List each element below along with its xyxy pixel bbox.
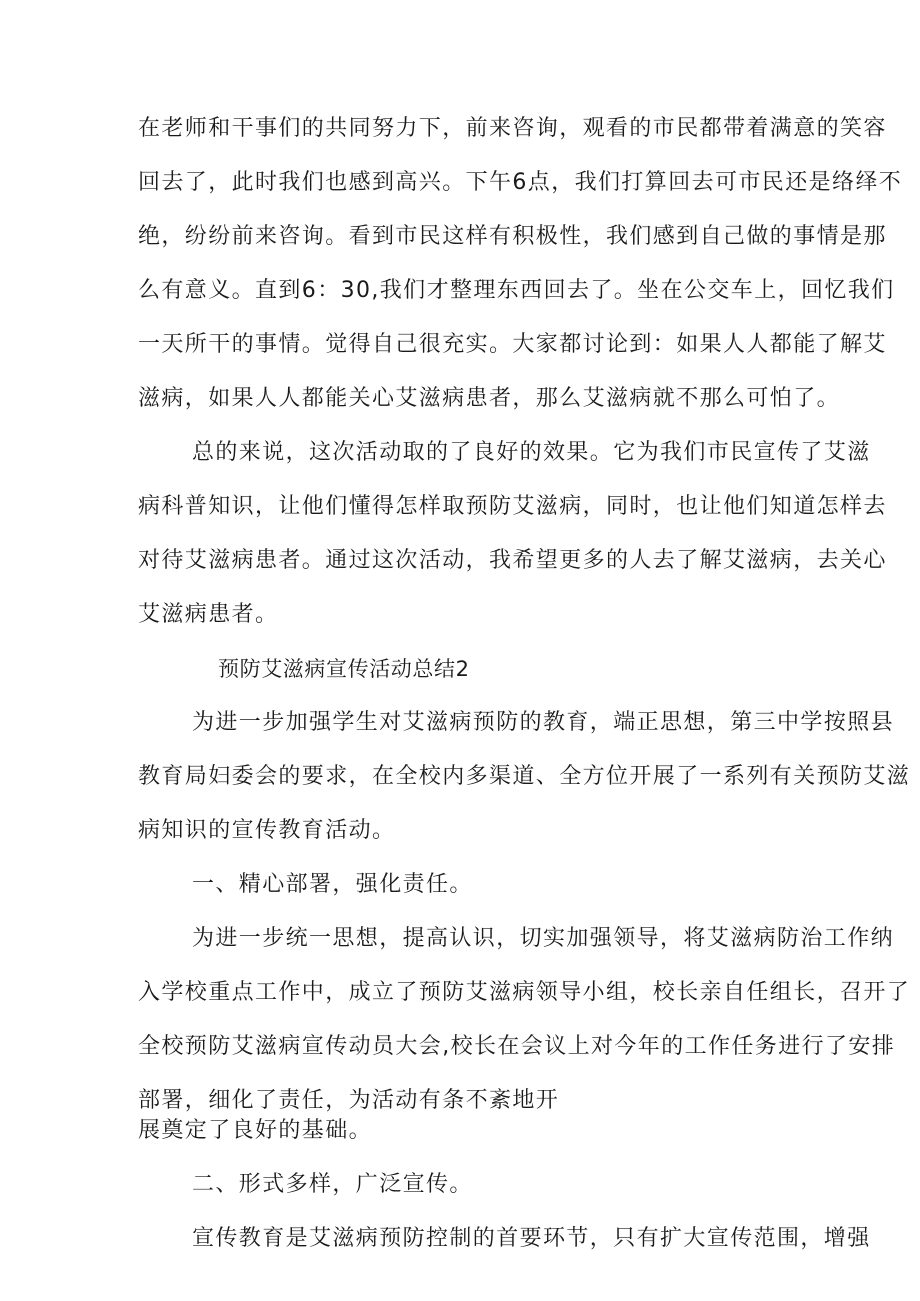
text-line: 总的来说，这次活动取的了良好的效果。它为我们市民宣传了艾滋 bbox=[192, 440, 871, 465]
text-line: 病知识的宣传教育活动。 bbox=[138, 818, 396, 843]
text-line: 病科普知识，让他们懂得怎样取预防艾滋病，同时，也让他们知道怎样去 bbox=[138, 494, 887, 519]
text-line: 部署，细化了责任，为活动有条不紊地开 bbox=[138, 1088, 560, 1113]
text-line: 对待艾滋病患者。通过这次活动，我希望更多的人去了解艾滋病，去关心 bbox=[138, 548, 887, 573]
text-line: 在老师和干事们的共同努力下，前来咨询，观看的市民都带着满意的笑容 bbox=[138, 116, 887, 141]
text-line: 为进一步加强学生对艾滋病预防的教育，端正思想，第三中学按照县 bbox=[192, 710, 895, 735]
text-line: 艾滋病患者。 bbox=[138, 602, 279, 627]
text-line: 回去了，此时我们也感到高兴。下午6点，我们打算回去可市民还是络绎不 bbox=[138, 170, 903, 195]
text-line: 绝，纷纷前来咨询。看到市民这样有积极性，我们感到自己做的事情是那 bbox=[138, 224, 887, 249]
section-heading: 一、精心部署，强化责任。 bbox=[192, 872, 473, 897]
text-line: 为进一步统一思想，提高认识，切实加强领导，将艾滋病防治工作纳 bbox=[192, 926, 895, 951]
text-line: 入学校重点工作中，成立了预防艾滋病领导小组，校长亲自任组长，召开了 bbox=[138, 980, 911, 1005]
section-heading: 二、形式多样，广泛宣传。 bbox=[192, 1172, 473, 1197]
text-line: 展奠定了良好的基础。 bbox=[138, 1118, 373, 1143]
text-line: 一天所干的事情。觉得自己很充实。大家都讨论到：如果人人都能了解艾 bbox=[138, 332, 887, 357]
text-line: 全校预防艾滋病宣传动员大会,校长在会议上对今年的工作任务进行了安排 bbox=[138, 1034, 896, 1059]
text-line: 滋病，如果人人都能关心艾滋病患者，那么艾滋病就不那么可怕了。 bbox=[138, 386, 841, 411]
text-line: 宣传教育是艾滋病预防控制的首要环节，只有扩大宣传范围，增强 bbox=[192, 1226, 871, 1251]
section-title: 预防艾滋病宣传活动总结2 bbox=[218, 657, 470, 681]
text-line: 么有意义。直到6：30,我们才整理东西回去了。坐在公交车上，回忆我们 bbox=[138, 278, 895, 303]
text-line: 教育局妇委会的要求，在全校内多渠道、全方位开展了一系列有关预防艾滋 bbox=[138, 764, 911, 789]
